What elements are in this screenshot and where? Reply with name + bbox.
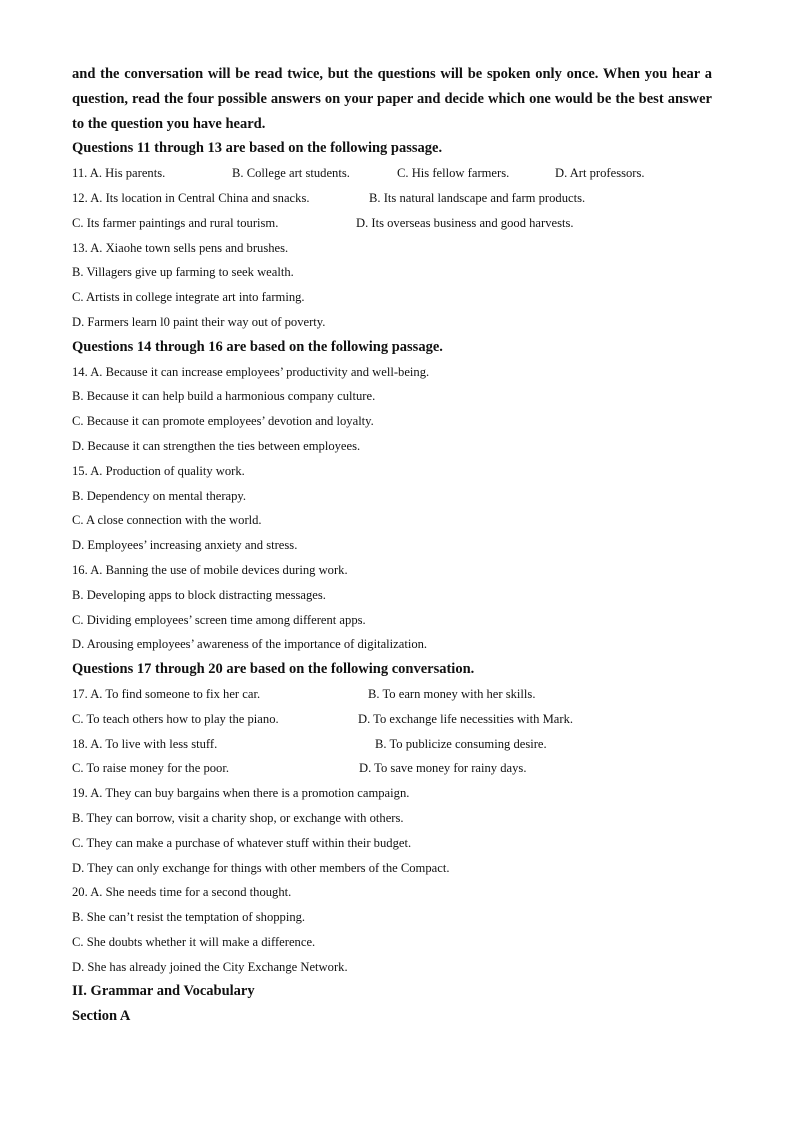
q19-option-c: C. They can make a purchase of whatever stuff within their budget. xyxy=(72,835,412,850)
q17-option-c: C. To teach others how to play the piano. xyxy=(72,711,279,726)
q16-option-b: B. Developing apps to block distracting messages. xyxy=(72,587,326,602)
q15-option-c: C. A close connection with the world. xyxy=(72,513,262,528)
q17-option-a: 17. A. To find someone to fix her car. xyxy=(72,686,261,701)
q14-option-b: B. Because it can help build a harmonious company culture. xyxy=(72,389,376,404)
q14-option-a: 14. A. Because it can increase employees’ productivity and well-being. xyxy=(72,364,430,379)
q15-option-a: 15. A. Production of quality work. xyxy=(72,463,245,478)
q13-option-d: D. Farmers learn l0 paint their way out of poverty. xyxy=(72,314,326,329)
q20-option-c: C. She doubts whether it will make a difference. xyxy=(72,934,316,949)
conversation-heading-17-20: Questions 17 through 20 are based on the following conversation. xyxy=(72,661,475,678)
q11-option-d: D. Art professors. xyxy=(555,166,645,181)
listening-instructions: and the conversation will be read twice, but the questions will be spoken only once. When you hear a question, read the four possible answers on your paper and decide which one would be the best answer to the question you have heard. xyxy=(72,66,712,132)
q18-option-c: C. To raise money for the poor. xyxy=(72,761,229,776)
question-17-options-ab xyxy=(72,682,712,707)
q13-option-c: C. Artists in college integrate art into farming. xyxy=(72,290,305,305)
q14-option-c: C. Because it can promote employees’ devotion and loyalty. xyxy=(72,414,374,429)
q18-option-a: 18. A. To live with less stuff. xyxy=(72,736,218,751)
question-12-options-cd xyxy=(72,211,712,236)
q11-option-a: 11. A. His parents. xyxy=(72,166,166,181)
q16-option-c: C. Dividing employees’ screen time among different apps. xyxy=(72,612,366,627)
section-a-heading: Section A xyxy=(72,1008,131,1025)
section-heading-grammar: II. Grammar and Vocabulary xyxy=(72,983,255,1000)
q17-option-b: B. To earn money with her skills. xyxy=(368,686,536,701)
q15-option-d: D. Employees’ increasing anxiety and stress. xyxy=(72,538,298,553)
q20-option-a: 20. A. She needs time for a second thought. xyxy=(72,885,292,900)
q19-option-d: D. They can only exchange for things with other members of the Compact. xyxy=(72,860,450,875)
question-11-options xyxy=(72,161,712,186)
q17-option-d: D. To exchange life necessities with Mark. xyxy=(358,711,574,726)
q13-option-a: 13. A. Xiaohe town sells pens and brushes. xyxy=(72,240,289,255)
question-12-options-ab xyxy=(72,186,712,211)
q16-option-a: 16. A. Banning the use of mobile devices during work. xyxy=(72,562,348,577)
q18-option-d: D. To save money for rainy days. xyxy=(359,761,527,776)
q11-option-c: C. His fellow farmers. xyxy=(397,166,510,181)
question-17-options-cd xyxy=(72,707,712,732)
question-18-options-cd xyxy=(72,756,712,781)
q16-option-d: D. Arousing employees’ awareness of the importance of digitalization. xyxy=(72,637,428,652)
passage-heading-11-13: Questions 11 through 13 are based on the following passage. xyxy=(72,140,443,157)
q19-option-a: 19. A. They can buy bargains when there is a promotion campaign. xyxy=(72,786,410,801)
q12-option-a: 12. A. Its location in Central China and snacks. xyxy=(72,190,310,205)
q20-option-d: D. She has already joined the City Exchange Network. xyxy=(72,959,348,974)
q14-option-d: D. Because it can strengthen the ties between employees. xyxy=(72,438,361,453)
q13-option-b: B. Villagers give up farming to seek wealth. xyxy=(72,265,294,280)
q12-option-b: B. Its natural landscape and farm products. xyxy=(369,190,586,205)
question-18-options-ab xyxy=(72,732,712,757)
q11-option-b: B. College art students. xyxy=(232,166,350,181)
q18-option-b: B. To publicize consuming desire. xyxy=(375,736,547,751)
q19-option-b: B. They can borrow, visit a charity shop, or exchange with others. xyxy=(72,810,404,825)
q12-option-c: C. Its farmer paintings and rural tourism. xyxy=(72,215,279,230)
q12-option-d: D. Its overseas business and good harvests. xyxy=(356,215,574,230)
q15-option-b: B. Dependency on mental therapy. xyxy=(72,488,247,503)
passage-heading-14-16: Questions 14 through 16 are based on the following passage. xyxy=(72,338,443,355)
q20-option-b: B. She can’t resist the temptation of shopping. xyxy=(72,910,306,925)
exam-page xyxy=(72,62,712,1029)
